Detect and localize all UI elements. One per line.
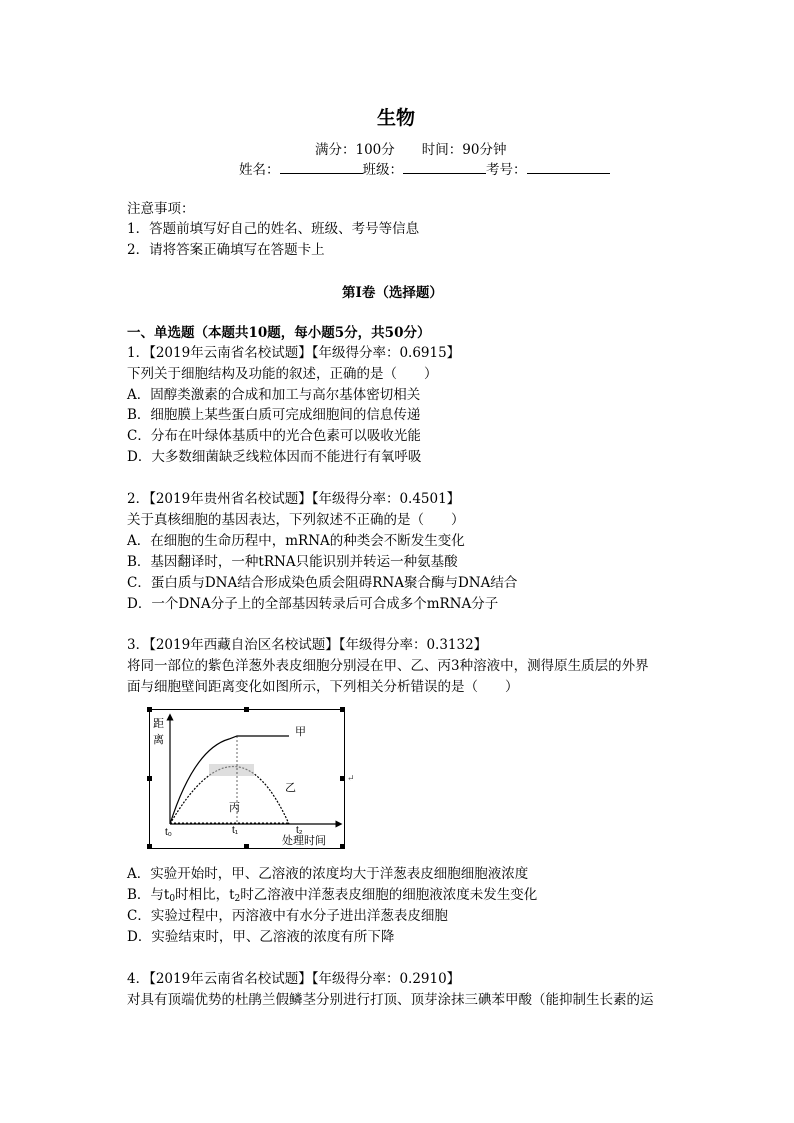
student-info-line <box>239 159 610 180</box>
class-label: 班级： <box>362 162 403 178</box>
question-stem: 对具有顶端优势的杜鹃兰假鳞茎分别进行打顶、顶芽涂抹三碘苯甲酸（能抑制生长素的运 <box>127 992 654 1008</box>
x-label: 处理时间 <box>282 835 326 847</box>
y-label-1: 距 <box>153 718 164 730</box>
option: C．分布在叶绿体基质中的光合色素可以吸收光能 <box>127 428 421 444</box>
note-item: 2．请将答案正确填写在答题卡上 <box>127 242 325 258</box>
option: A．在细胞的生命历程中，mRNA的种类会不断发生变化 <box>127 533 465 549</box>
question-stem: 关于真核细胞的基因表达，下列叙述不正确的是（ ） <box>127 512 465 528</box>
option-b-prefix: B．与 <box>127 887 164 903</box>
part-heading: 一、单选题（本题共10题，每小题5分，共50分） <box>127 325 431 341</box>
t2-symbol: t <box>229 887 235 903</box>
page-title: 生物 <box>377 107 416 129</box>
option: B．细胞膜上某些蛋白质可完成细胞间的信息传递 <box>127 407 421 423</box>
t0-subscript: 0 <box>169 894 176 904</box>
option: C．蛋白质与DNA结合形成染色质会阻碍RNA聚合酶与DNA结合 <box>127 575 518 591</box>
exam-number-blank <box>527 159 610 174</box>
tick-t2: t₂ <box>296 825 303 836</box>
question-stem: 下列关于细胞结构及功能的叙述，正确的是（ ） <box>127 366 438 382</box>
curve-label-jia: 甲 <box>295 726 306 738</box>
curve-label-yi: 乙 <box>285 782 296 794</box>
option: D．大多数细菌缺乏线粒体因而不能进行有氧呼吸 <box>127 449 422 465</box>
distance-time-figure <box>149 709 345 849</box>
score-time-line: 满分：100分 时间：90分钟 <box>315 142 507 158</box>
t0-symbol: t <box>163 887 170 903</box>
notes-heading: 注意事项： <box>127 201 195 217</box>
blurred-mark <box>209 764 254 776</box>
curve-label-bing: 丙 <box>229 802 240 814</box>
question-stem: 面与细胞壁间距离变化如图所示，下列相关分析错误的是（ ） <box>127 679 519 695</box>
tick-t0: t₀ <box>165 827 172 838</box>
t2-subscript: 2 <box>234 894 241 904</box>
option: B．基因翻译时，一种tRNA只能识别并转运一种氨基酸 <box>127 554 458 570</box>
question-head: 4．【2019年云南省名校试题】【年级得分率：0.2910】 <box>127 971 461 987</box>
option-b-rest: 时乙溶液中洋葱表皮细胞的细胞液浓度未发生变化 <box>240 887 538 903</box>
option: D．实验结束时，甲、乙溶液的浓度有所下降 <box>127 929 395 945</box>
name-label: 姓名： <box>239 162 280 178</box>
figure-graph <box>149 709 345 849</box>
y-label-2: 离 <box>153 734 164 746</box>
name-blank <box>280 159 363 174</box>
question-head: 1．【2019年云南省名校试题】【年级得分率：0.6915】 <box>127 345 461 361</box>
note-item: 1．答题前填写好自己的姓名、班级、考号等信息 <box>127 221 420 237</box>
question-head: 2．【2019年贵州省名校试题】【年级得分率：0.4501】 <box>127 491 461 507</box>
section-title: 第I卷（选择题） <box>342 285 443 301</box>
exam-number-label: 考号： <box>486 162 527 178</box>
option <box>127 885 537 905</box>
class-blank <box>403 159 486 174</box>
option: A．固醇类激素的合成和加工与高尔基体密切相关 <box>127 387 421 403</box>
question-head: 3．【2019年西藏自治区名校试题】【年级得分率：0.3132】 <box>127 637 488 653</box>
option: A．实验开始时，甲、乙溶液的浓度均大于洋葱表皮细胞细胞液浓度 <box>127 866 529 882</box>
option: C．实验过程中，丙溶液中有水分子进出洋葱表皮细胞 <box>127 908 448 924</box>
option-b-middle: 时相比， <box>175 887 230 903</box>
tick-t1: t₁ <box>232 825 239 836</box>
question-stem: 将同一部位的紫色洋葱外表皮细胞分别浸在甲、乙、丙3种溶液中，测得原生质层的外界 <box>127 658 649 674</box>
paragraph-mark: ↵ <box>347 774 355 784</box>
option: D．一个DNA分子上的全部基因转录后可合成多个mRNA分子 <box>127 596 499 612</box>
